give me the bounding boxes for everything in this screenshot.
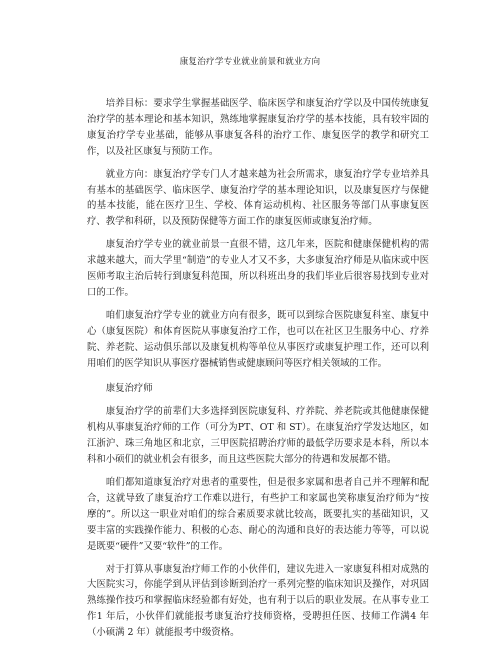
paragraph-training-goal: 培养目标：要求学生掌握基础医学、临床医学和康复治疗学以及中国传统康复治疗学的基本理论和基本知识，熟练地掌握康复治疗学的基本技能，具有较牢固的康复治疗学专业基础，能够从事康复各科的治疗工作、康复医学的教学和研究工作，以及社区康复与预防工作。	[87, 98, 429, 157]
paragraph-employment-prospect: 康复治疗学专业的就业前景一直很不错，这几年来，医院和健康保健机构的需求越来越大，而大学里“制造”的专业人才又不多，大多康复治疗师是从临床或中医医师考取主治后转行到康复科范围，所以科班出身的我们毕业后很容易找到专业对口的工作。	[87, 239, 429, 298]
paragraph-career-advice: 对于打算从事康复治疗师工作的小伙伴们，建议先进入一家康复科相对成熟的大医院实习，你能学到从评估到诊断到治疗一系列完整的临床知识及操作，对巩固熟练操作技巧和掌握临床经验都有好处，也有利于以后的职业发展。在从事专业工作1 年后，小伙伴们就能报考康复治疗技师资格，受聘担任医、技师工作满4 年（小硕满 2 年）就能报考中级资格。	[87, 563, 429, 639]
paragraph-therapist-jobs: 康复治疗学的前辈们大多选择到医院康复科、疗养院、养老院或其他健康保健机构从事康复治疗师的工作（可分为PT、OT 和 ST）。在康复治疗学发达地区，如江浙沪、珠三角地区和北京，三甲医院招聘治疗师的最低学历要求是本科，所以本科和小硕们的就业机会有很多，而且这些医院大部分的待遇和发展都不错。	[87, 406, 429, 466]
paragraph-career-options: 咱们康复治疗学专业的就业方向有很多，既可以到综合医院康复科室、康复中心（康复医院）和体育医院从事康复治疗工作，也可以在社区卫生服务中心、疗养院、养老院、运动俱乐部以及康复机构等单位从事医疗或康复护理工作，还可以利用咱们的医学知识从事医疗器械销售或健康顾问等医疗相关领域的工作。	[87, 309, 429, 369]
document-body	[87, 96, 429, 641]
paragraph-employment-direction: 就业方向：康复治疗学专门人才越来越为社会所需求，康复治疗学专业培养具有基本的基础医学、临床医学、康复治疗学的基本理论知识，以及康复医疗与保健的基本技能，能在医疗卫生、学校、体育运动机构、社区服务等部门从事康复医疗、教学和科研，以及预防保健等方面工作的康复医师或康复治疗师。	[87, 168, 429, 228]
section-heading-therapist: 康复治疗师	[105, 382, 153, 394]
document-title: 康复治疗学专业就业前景和就业方向	[179, 57, 321, 67]
paragraph-therapist-qualities: 咱们都知道康复治疗对患者的重要性，但是很多家属和患者自己并不理解和配合，这就导致了康复治疗工作难以进行，有些护工和家属也笑称康复治疗师为“按摩的”。所以这一职业对咱们的综合素质要求就比较高，既要扎实的基础知识，又要丰富的实践操作能力、积极的心态、耐心的沟通和良好的表达能力等等，可以说是既要“硬件”又要“软件”的工作。	[87, 477, 429, 552]
